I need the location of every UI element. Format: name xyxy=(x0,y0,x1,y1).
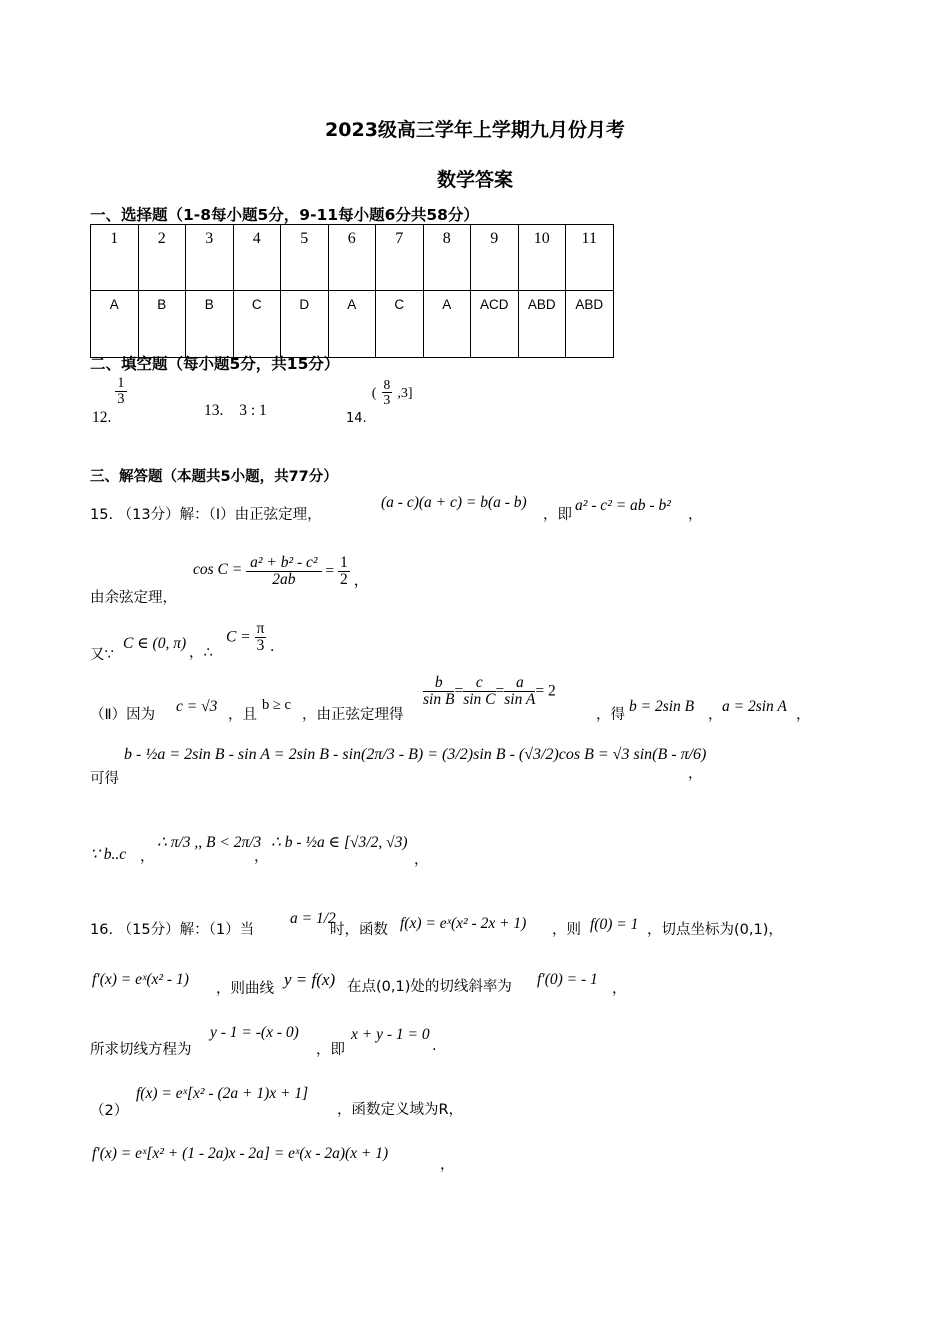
q13-label: 13. xyxy=(204,402,224,419)
q15-cos-lhs: cos C = xyxy=(193,561,243,579)
q16-a-half: a = 1/2 xyxy=(290,910,336,927)
answer-table xyxy=(90,224,614,358)
table-cell-answer: ABD xyxy=(566,291,614,358)
q15-cos-comma: ， xyxy=(353,572,370,590)
table-cell-number: 9 xyxy=(471,225,519,291)
q15-cosine-expression xyxy=(193,555,369,589)
page-title: 2023级高三学年上学期九月份月考 xyxy=(325,119,625,141)
q16-y-eq: y = f(x) xyxy=(284,970,336,989)
table-cell-number: 3 xyxy=(186,225,234,291)
q16-when: 时，函数 xyxy=(330,922,388,938)
q15-cos-den: 2ab xyxy=(272,571,296,589)
q15-b-eq: b = 2sin B xyxy=(629,698,695,715)
q15-also: 又∵ xyxy=(90,647,114,663)
q12-fraction xyxy=(115,376,126,407)
q15-get: ，得 xyxy=(596,707,625,723)
fill-heading: 二、填空题（每小题5分，共15分） xyxy=(90,355,340,373)
q15-comma-4: ， xyxy=(688,766,703,782)
q13-value: 3 : 1 xyxy=(239,402,267,419)
table-cell-number: 11 xyxy=(566,225,614,291)
q15-ratio-two: = 2 xyxy=(535,682,556,700)
q15-and: ，且 xyxy=(228,707,257,723)
q15-therefore: ，∴ xyxy=(189,645,213,661)
q14-denominator: 3 xyxy=(383,392,391,408)
q15-cos-fraction xyxy=(246,555,321,589)
q15-result: ∴ b - ½a ∈ [√3/2, √3) xyxy=(271,834,408,851)
table-cell-number: 5 xyxy=(281,225,329,291)
q15-half-den: 2 xyxy=(340,571,348,589)
q16-f0: f(0) = 1 xyxy=(590,916,639,933)
table-cell-answer: A xyxy=(328,291,376,358)
q12-denominator: 3 xyxy=(117,391,125,408)
page-subtitle: 数学答案 xyxy=(436,169,513,191)
q15-c-range: C ∈ (0, π) xyxy=(123,635,187,652)
q16-line-final: x + y - 1 = 0 xyxy=(351,1026,430,1043)
solve-heading: 三、解答题（本题共5小题，共77分） xyxy=(90,469,338,485)
q15-three: 3 xyxy=(256,637,265,655)
table-cell-number: 6 xyxy=(328,225,376,291)
q15-a-eq: a = 2sin A xyxy=(722,698,787,715)
table-cell-number: 8 xyxy=(423,225,471,291)
q15-b-range: ∴ π/3 ,, B < 2π/3 xyxy=(157,834,262,851)
q15-ratio-c xyxy=(463,675,495,709)
q14-label: 14. xyxy=(346,411,367,427)
q15-b-ge-c: b ≥ c xyxy=(262,697,291,713)
q16-fprime-general: f′(x) = eˣ[x² + (1 - 2a)x - 2a] = eˣ(x - 2a)(x + 1) xyxy=(92,1145,389,1162)
table-cell-number: 1 xyxy=(91,225,139,291)
q15-cos-num: a² + b² - c² xyxy=(246,555,321,572)
q16-then: ，则 xyxy=(552,922,581,938)
q15-c-val-label: C = xyxy=(226,628,251,646)
q15-pi: π xyxy=(256,620,265,637)
q15-long-eq: b - ½a = 2sin B - sin A = 2sin B - sin(2π/3 - B) = (3/2)sin B - (√3/2)cos B = √3 sin(B - π/6) xyxy=(124,746,707,763)
q14-fraction xyxy=(382,378,393,407)
q15-comma-6: ， xyxy=(254,849,269,865)
q15-ratio-a xyxy=(504,675,535,709)
q15-ratio-b-den: sin B xyxy=(423,691,455,709)
fill-answer-14 xyxy=(346,377,413,427)
q16-f-def: f(x) = eˣ(x² - 2x + 1) xyxy=(400,915,527,932)
q12-numerator: 1 xyxy=(117,375,125,391)
q15-comma-3: ， xyxy=(796,707,811,723)
q16-end: ， xyxy=(440,1157,455,1173)
table-cell-answer: D xyxy=(281,291,329,358)
q15-cosine-law-label: 由余弦定理， xyxy=(90,590,177,606)
q15-ratio-b-num: b xyxy=(423,675,454,692)
answer-table-number-row xyxy=(91,225,614,291)
q16-domain: ，函数定义域为R， xyxy=(337,1102,464,1118)
q15-cos-eq: = xyxy=(325,562,335,580)
q14-numerator: 8 xyxy=(383,377,391,392)
q15-end1: ， xyxy=(688,507,703,523)
q16-period: . xyxy=(432,1038,437,1054)
q15-sine-ratios: $\frac{b}{\text{sin B}}$ = $\frac{c}{\text{sin C}}$ = $\frac{a}{\text{sin A}}$ = 2 xyxy=(423,674,556,709)
q15-by-sine: ，由正弦定理得 xyxy=(302,707,404,723)
q16-curve: ，则曲线 xyxy=(216,981,274,997)
table-cell-answer: C xyxy=(376,291,424,358)
q15-ratio-c-num: c xyxy=(463,675,495,692)
q15-pi-over-3 xyxy=(255,621,267,655)
q16-intro: 16. （15分）解：（1）当 xyxy=(90,922,255,938)
q15-comma-2: ， xyxy=(708,707,723,723)
table-cell-answer: B xyxy=(186,291,234,358)
q14-open: ( xyxy=(371,386,377,402)
table-cell-answer: A xyxy=(91,291,139,358)
q15-eq1: (a - c)(a + c) = b(a - b) xyxy=(381,494,527,511)
q15-mid1: ，即 xyxy=(543,507,572,523)
q15-comma-7: ， xyxy=(414,852,429,868)
q16-namely: ，即 xyxy=(316,1042,345,1058)
fill-answer-12 xyxy=(92,375,127,427)
table-cell-number: 2 xyxy=(138,225,186,291)
q16-fprime: f′(x) = eˣ(x² - 1) xyxy=(92,971,189,988)
q15-part2-intro: （Ⅱ）因为 xyxy=(90,707,156,723)
q16-line-eq: y - 1 = -(x - 0) xyxy=(210,1024,299,1041)
q15-ratio-c-den: sin C xyxy=(463,691,496,709)
q15-can-get: 可得 xyxy=(90,771,119,787)
table-cell-answer: A xyxy=(423,291,471,358)
table-cell-answer: ACD xyxy=(471,291,519,358)
q15-half-num: 1 xyxy=(340,554,348,571)
answer-table-answer-row xyxy=(91,291,614,358)
q14-rest: ,3] xyxy=(397,386,413,402)
q15-ratio-a-den: sin A xyxy=(504,691,536,709)
q15-intro: 15. （13分）解：（Ⅰ）由正弦定理， xyxy=(90,507,322,523)
table-cell-number: 7 xyxy=(376,225,424,291)
table-cell-number: 10 xyxy=(518,225,566,291)
table-cell-answer: B xyxy=(138,291,186,358)
q15-ratio-b xyxy=(423,675,454,709)
table-cell-answer: ABD xyxy=(518,291,566,358)
q12-label: 12. xyxy=(92,409,112,427)
q15-c-value xyxy=(226,621,274,655)
q16-slope: f′(0) = - 1 xyxy=(537,971,598,988)
q16-line-intro: 所求切线方程为 xyxy=(90,1042,192,1058)
q16-at-point: 在点(0,1)处的切线斜率为 xyxy=(347,979,512,995)
q16-part2: （2） xyxy=(90,1103,129,1119)
q15-because: ∵ b..c xyxy=(90,846,127,863)
q15-comma-5: ， xyxy=(140,849,155,865)
table-cell-answer: C xyxy=(233,291,281,358)
q16-comma: ， xyxy=(612,981,627,997)
q15-c-sqrt: c = √3 xyxy=(176,698,218,715)
table-cell-number: 4 xyxy=(233,225,281,291)
fill-answer-13 xyxy=(204,402,267,420)
q15-period: . xyxy=(270,638,275,656)
q16-f-general: f(x) = eˣ[x² - (2a + 1)x + 1] xyxy=(136,1085,309,1102)
q15-ratio-a-num: a xyxy=(504,675,535,692)
choice-heading: 一、选择题（1-8每小题5分，9-11每小题6分共58分） xyxy=(90,206,479,224)
q15-eq2: a² - c² = ab - b² xyxy=(575,497,671,514)
q16-tangent-point: ，切点坐标为(0,1)， xyxy=(647,922,783,938)
q15-half xyxy=(338,555,350,589)
